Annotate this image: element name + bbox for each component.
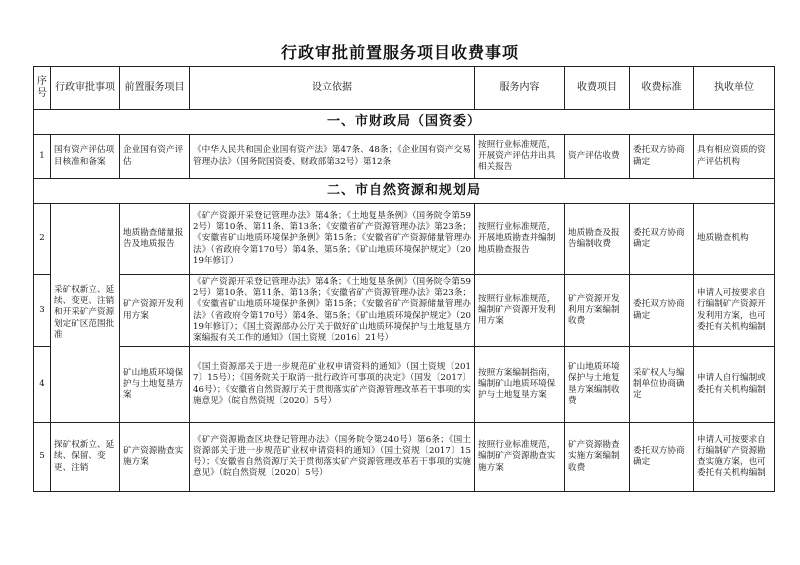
table-row: [34, 423, 775, 492]
header-cell: 收费项目: [565, 67, 630, 110]
collecting-unit: 地质勘查机构: [694, 204, 775, 275]
fee-item: 矿产资源勘查实施方案编制收费: [565, 423, 630, 492]
basis-text: 《矿产资源勘查区块登记管理办法》（国务院令第240号）第6条；《国土资源部关于进一步规范矿业权申请资料的通知》（国土资规〔2017〕15号）；《安徽省自然资源厅关于贯彻落实矿产资源管理改革若干事项的实施意见》（皖自然资规〔2020〕5号）: [190, 423, 475, 492]
table-row: [34, 275, 775, 347]
approval-item: 探矿权新立、延续、保留、变更、注销: [51, 423, 120, 492]
header-cell: 服务内容: [475, 67, 565, 110]
header-cell: 收费标准: [630, 67, 694, 110]
service-content: 按照方案编制指南，编制矿山地质环境保护与土地复垦方案: [475, 347, 565, 423]
service-content: 按照行业标准规范，编制矿产资源开发利用方案: [475, 275, 565, 347]
section-heading-row: [34, 179, 775, 204]
approval-item: 国有资产评估项目核准和备案: [51, 135, 120, 179]
fee-item: 资产评估收费: [565, 135, 630, 179]
row-number: 2: [34, 204, 51, 275]
basis-text: 《国土资源部关于进一步规范矿业权申请资料的通知》（国土资规〔2017〕15号）；《国务院关于取消一批行政许可事项的决定》（国发〔2017〕46号）；《安徽省自然资源厅关于贯彻落实矿产资源管理改革若干事项的实施意见》（皖自然资规〔2020〕5号）: [190, 347, 475, 423]
table-row: [34, 347, 775, 423]
service-content: 按照行业标准规范，开展地质勘查并编制地质勘查报告: [475, 204, 565, 275]
header-cell: 前置服务项目: [120, 67, 190, 110]
fee-standard: 采矿权人与编制单位协商确定: [630, 347, 694, 423]
row-number: 1: [34, 135, 51, 179]
service-item: 矿山地质环境保护与土地复垦方案: [120, 347, 190, 423]
header-cell: 行政审批事项: [51, 67, 120, 110]
service-item: 企业国有资产评估: [120, 135, 190, 179]
fee-item: 地质勘查及报告编制收费: [565, 204, 630, 275]
fee-standard: 委托双方协商确定: [630, 275, 694, 347]
fee-table: [33, 66, 775, 492]
fee-item: 矿产资源开发利用方案编制收费: [565, 275, 630, 347]
service-content: 按照行业标准规范，开展资产评估并出具相关报告: [475, 135, 565, 179]
header-cell: 序号: [34, 67, 51, 110]
section-heading-row: [34, 110, 775, 135]
collecting-unit: 申请人可按要求自行编制矿产资源开发利用方案，也可委托有关机构编制: [694, 275, 775, 347]
collecting-unit: 申请人可按要求自行编制矿产资源勘查实施方案，也可委托有关机构编制: [694, 423, 775, 492]
header-cell: 执收单位: [694, 67, 775, 110]
basis-text: 《中华人民共和国企业国有资产法》第47条、48条；《企业国有资产交易管理办法》（国务院国资委、财政部第32号）第12条: [190, 135, 475, 179]
table-row: [34, 204, 775, 275]
page-title: 行政审批前置服务项目收费事项: [280, 43, 519, 62]
fee-standard: 委托双方协商确定: [630, 204, 694, 275]
service-item: 矿产资源勘查实施方案: [120, 423, 190, 492]
section-heading: 二、市自然资源和规划局: [34, 179, 775, 204]
row-number: 5: [34, 423, 51, 492]
header-cell: 设立依据: [190, 67, 475, 110]
table-row: [34, 135, 775, 179]
table-header-row: [34, 67, 775, 110]
collecting-unit: 申请人自行编制或委托有关机构编制: [694, 347, 775, 423]
approval-item: 采矿权新立、延续、变更、注销和开采矿产资源划定矿区范围批准: [51, 204, 120, 423]
fee-item: 矿山地质环境保护与土地复垦方案编制收费: [565, 347, 630, 423]
row-number: 3: [34, 275, 51, 347]
basis-text: 《矿产资源开采登记管理办法》第4条；《土地复垦条例》（国务院令第592号）第10条、第11条、第13条；《安徽省矿产资源管理办法》第23条；《安徽省矿山地质环境保护条例》第15条；《安徽省矿产资源储量管理办法》（省政府令第170号）第4条、第5条；《矿山地质环境保护规定》（2019年修订）；《国土资源部办公厅关于做好矿山地质环境保护与土地复垦方案编报有关工作的通知》（国土资规〔2016〕21号）: [190, 275, 475, 347]
service-item: 矿产资源开发利用方案: [120, 275, 190, 347]
collecting-unit: 具有相应资质的资产评估机构: [694, 135, 775, 179]
fee-standard: 委托双方协商确定: [630, 423, 694, 492]
basis-text: 《矿产资源开采登记管理办法》第4条；《土地复垦条例》（国务院令第592号）第10条、第11条、第13条；《安徽省矿产资源管理办法》第23条；《安徽省矿山地质环境保护条例》第15条；《安徽省矿产资源储量管理办法》（省政府令第170号）第4条、第5条；《矿山地质环境保护规定》（2019年修订）: [190, 204, 475, 275]
service-content: 按照行业标准规范，编制矿产资源勘查实施方案: [475, 423, 565, 492]
section-heading: 一、市财政局（国资委）: [34, 110, 775, 135]
fee-standard: 委托双方协商确定: [630, 135, 694, 179]
row-number: 4: [34, 347, 51, 423]
service-item: 地质勘查储量报告及地质报告: [120, 204, 190, 275]
